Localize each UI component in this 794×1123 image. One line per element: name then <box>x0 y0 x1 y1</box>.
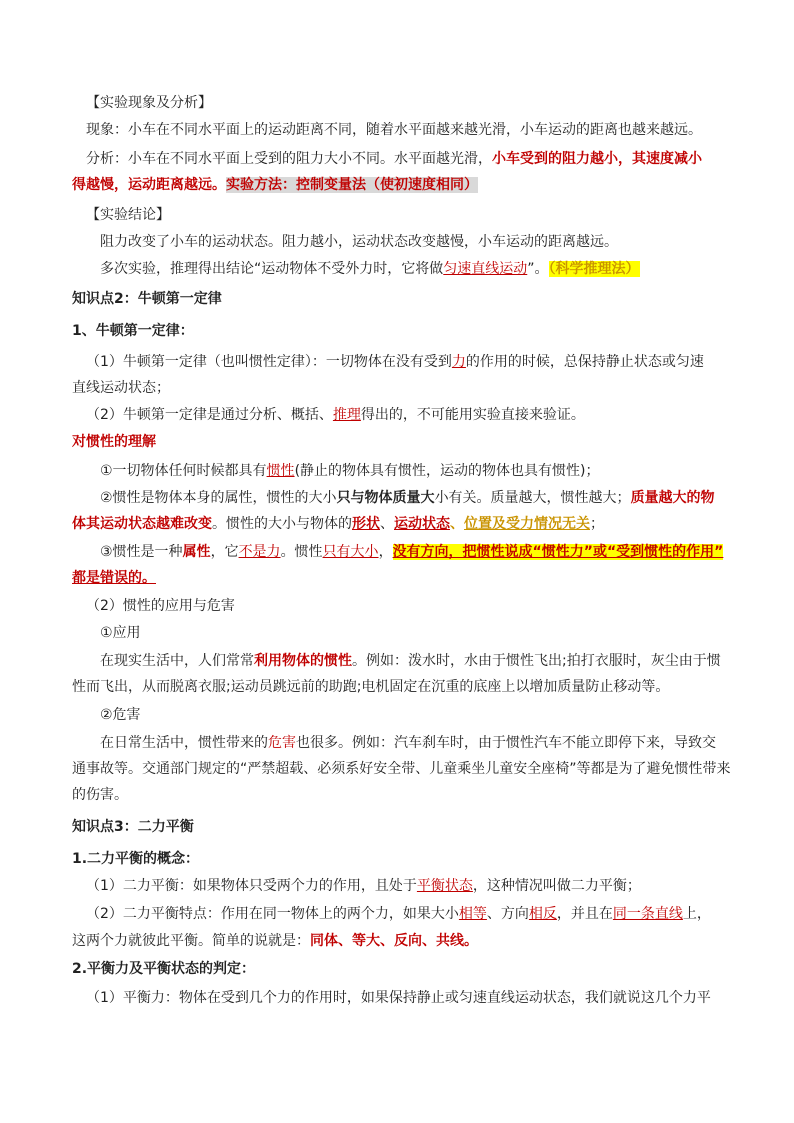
underlined-text: 不是力 <box>238 544 281 560</box>
conclusion-text: 多次实验，推理得出结论“运动物体不受外力时，它将做 <box>100 261 444 277</box>
inertia-point-2-line1 <box>0 487 794 509</box>
underlined-text: 运动状态 <box>394 516 450 532</box>
harm-paragraph-line3 <box>0 784 794 806</box>
text: 、方向 <box>486 906 529 922</box>
text: （1）平衡力：物体在受到几个力的作用时，如果保持静止或匀速直线运动状态，我们就说这几个力平 <box>86 990 711 1006</box>
method-highlight: 实验方法：控制变量法（使初速度相同） <box>226 177 478 193</box>
balance-definition-line <box>0 875 794 897</box>
heading-text: 【实验结论】 <box>86 207 170 223</box>
bold-text: 只与物体质量大 <box>336 490 435 506</box>
balance-features-line2 <box>0 930 794 952</box>
balance-features-line1 <box>0 903 794 925</box>
inertia-understanding-title <box>0 431 794 453</box>
red-bold-text: 质量越大的物 <box>630 490 715 506</box>
balance-judgement-heading <box>0 958 794 980</box>
law-derivation-line <box>0 404 794 426</box>
text: 得出的，不可能用实验直接来验证。 <box>360 407 585 423</box>
conclusion-underlined: 匀速直线运动 <box>443 261 528 277</box>
text: ③惯性是一种 <box>100 544 183 560</box>
red-bold-text: 属性 <box>182 544 211 560</box>
newton-first-law-heading <box>0 320 794 342</box>
conclusion-paragraph-1 <box>0 231 794 253</box>
phenomenon-paragraph <box>0 119 794 141</box>
inertia-application-title <box>0 595 794 617</box>
analysis-paragraph-line1 <box>0 148 794 170</box>
text: 性而飞出，从而脱离衣服;运动员跳远前的助跑;电机固定在沉重的底座上以增加质量防止移动等。 <box>72 679 670 695</box>
harm-title <box>0 704 794 726</box>
underlined-text: 都是错误的。 <box>72 570 156 586</box>
underlined-text: 推理 <box>332 407 361 423</box>
phenomenon-text: 现象：小车在不同水平面上的运动距离不同，随着水平面越来越光滑，小车运动的距离也越来越远。 <box>86 122 702 138</box>
analysis-emphasis-2: 得越慢，运动距离越远。 <box>72 177 226 193</box>
inertia-point-3-line1 <box>0 541 794 563</box>
red-bold-text: 利用物体的惯性 <box>254 653 352 669</box>
text: ，它 <box>210 544 239 560</box>
text: 也很多。例如：汽车刹车时，由于惯性汽车不能立即停下来，导致交 <box>296 735 716 751</box>
text: （1）二力平衡：如果物体只受两个力的作用，且处于 <box>86 878 417 894</box>
text: 的作用的时候，总保持静止状态或匀速 <box>465 354 704 370</box>
text: 在日常生活中，惯性带来的 <box>100 735 268 751</box>
subheading: ①应用 <box>100 625 141 641</box>
red-bold-text: 同体、等大、反向、共线。 <box>310 933 478 949</box>
text: 、 <box>380 516 394 532</box>
section-title: 知识点2：牛顿第一定律 <box>72 291 222 307</box>
text: ； <box>590 516 604 532</box>
underlined-text: 形状 <box>352 516 380 532</box>
conclusion-text-end: ”。 <box>527 261 549 277</box>
subheading: 1、牛顿第一定律： <box>72 323 194 339</box>
experiment-conclusion-heading <box>0 204 794 226</box>
inertia-point-1 <box>0 460 794 482</box>
experiment-analysis-heading <box>0 92 794 114</box>
underlined-text: 力 <box>451 354 466 370</box>
balance-concept-heading <box>0 848 794 870</box>
underlined-text: 同一条直线 <box>612 906 683 922</box>
text: （2）牛顿第一定律是通过分析、概括、 <box>86 407 333 423</box>
underlined-text: 只有大小 <box>322 544 379 560</box>
inertia-point-2-line2 <box>0 513 794 535</box>
harm-paragraph-line2 <box>0 758 794 780</box>
text: 小有关。质量越大，惯性越大； <box>434 490 631 506</box>
conclusion-text: 阻力改变了小车的运动状态。阻力越小，运动状态改变越慢，小车运动的距离越远。 <box>100 234 618 250</box>
application-paragraph-line1 <box>0 650 794 672</box>
conclusion-paragraph-2 <box>0 258 794 280</box>
text: 直线运动状态； <box>72 380 170 396</box>
subheading: 1.二力平衡的概念： <box>72 851 200 867</box>
text: 上， <box>682 906 711 922</box>
text: 通事故等。交通部门规定的“严禁超载、必须系好安全带、儿童乘坐儿童安全座椅”等都是为了避免惯性带来 <box>72 761 731 777</box>
text: （1）牛顿第一定律（也叫惯性定律）：一切物体在没有受到 <box>86 354 452 370</box>
underlined-text: 惯性 <box>266 463 295 479</box>
text: 这两个力就彼此平衡。简单的说就是： <box>72 933 310 949</box>
text: (静止的物体具有惯性，运动的物体也具有惯性)； <box>294 463 600 479</box>
balanced-force-line <box>0 987 794 1009</box>
text: 的伤害。 <box>72 787 128 803</box>
knowledge-point-3-title <box>0 816 794 838</box>
text: 。例如：泼水时，水由于惯性飞出;拍打衣服时，灰尘由于惯 <box>352 653 721 669</box>
text: （2）二力平衡特点：作用在同一物体上的两个力，如果大小 <box>86 906 459 922</box>
subheading: 对惯性的理解 <box>72 434 156 450</box>
text: 、 <box>450 516 464 532</box>
section-title: 知识点3：二力平衡 <box>72 819 194 835</box>
law-definition-line2 <box>0 377 794 399</box>
heading-text: 【实验现象及分析】 <box>86 95 212 111</box>
harm-paragraph-line1 <box>0 732 794 754</box>
red-bold-text: 体其运动状态越难改变 <box>72 516 212 532</box>
law-definition-line1 <box>0 351 794 373</box>
underlined-text: 相反 <box>528 906 557 922</box>
analysis-emphasis: 小车受到的阻力越小，其速度减小 <box>492 151 702 167</box>
text: ， <box>378 544 393 560</box>
text: 。惯性的大小与物体的 <box>212 516 352 532</box>
application-title <box>0 622 794 644</box>
highlighted-text: 没有方向，把惯性说成“惯性力”或“受到惯性的作用” <box>392 544 724 560</box>
text: ，这种情况叫做二力平衡； <box>472 878 641 894</box>
underlined-text: 平衡状态 <box>416 878 473 894</box>
underlined-text: 相等 <box>458 906 487 922</box>
inertia-point-3-line2 <box>0 567 794 589</box>
subheading: 2.平衡力及平衡状态的判定： <box>72 961 256 977</box>
knowledge-point-2-title <box>0 288 794 310</box>
gold-underlined-text: 位置及受力情况无关 <box>464 516 590 532</box>
red-text: 危害 <box>268 735 296 751</box>
text: ①一切物体任何时候都具有 <box>100 463 267 479</box>
analysis-paragraph-line2 <box>0 174 794 196</box>
subheading: ②危害 <box>100 707 141 723</box>
method-highlight: （科学推理法） <box>548 261 640 277</box>
text: ，并且在 <box>556 906 613 922</box>
text: 在现实生活中，人们常常 <box>100 653 254 669</box>
text: 。惯性 <box>280 544 323 560</box>
subheading: （2）惯性的应用与危害 <box>86 598 235 614</box>
application-paragraph-line2 <box>0 676 794 698</box>
text: ②惯性是物体本身的属性，惯性的大小 <box>100 490 337 506</box>
analysis-text: 分析：小车在不同水平面上受到的阻力大小不同。水平面越光滑， <box>86 151 492 167</box>
